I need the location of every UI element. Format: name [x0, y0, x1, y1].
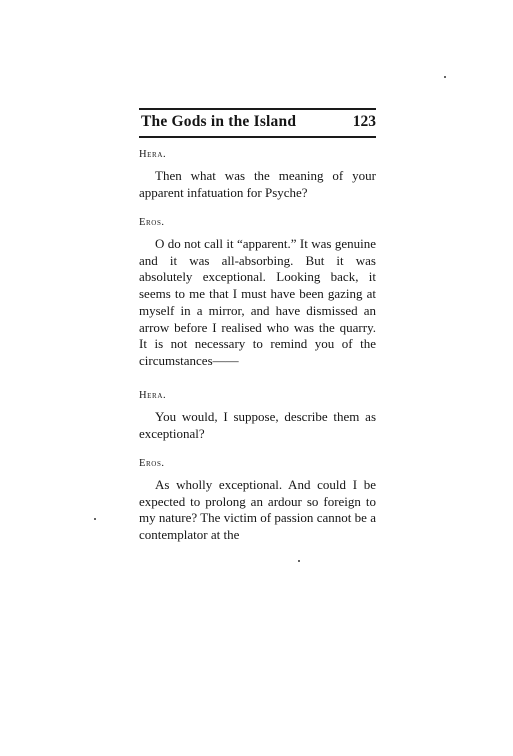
running-header: [139, 113, 376, 135]
speaker-name: Eros.: [139, 217, 165, 228]
speech-text: O do not call it “apparent.” It was genuine and it was all-absorbing. But it was absolutely exceptional. Looking back, it seems to me that I must have been gazing at myself in a mirror, and have dismissed an arrow before I realised who was the quarry. It is not necessary to remind you of the circumstances——: [139, 236, 376, 368]
speck-mark: [444, 76, 446, 78]
dialogue-block: [139, 216, 376, 370]
speaker-name: Hera.: [139, 390, 167, 401]
header-rule-top: [139, 108, 376, 110]
dialogue-block: [139, 148, 376, 201]
dialogue-block: [139, 389, 376, 442]
speech-text: Then what was the meaning of your apparent infatuation for Psyche?: [139, 168, 376, 200]
header-rule-bottom: [139, 136, 376, 138]
speaker-name: Hera.: [139, 149, 167, 160]
speech-text: As wholly exceptional. And could I be expected to prolong an ardour so foreign to my nature? The victim of passion cannot be a contemplator at the: [139, 477, 376, 543]
page-number: 123: [352, 113, 376, 130]
speaker-name: Eros.: [139, 458, 165, 469]
speck-mark: [298, 560, 300, 562]
speck-mark: [94, 518, 96, 520]
speech-text: You would, I suppose, describe them as exceptional?: [139, 409, 376, 441]
dialogue-block: [139, 457, 376, 544]
running-title: The Gods in the Island: [141, 113, 297, 130]
